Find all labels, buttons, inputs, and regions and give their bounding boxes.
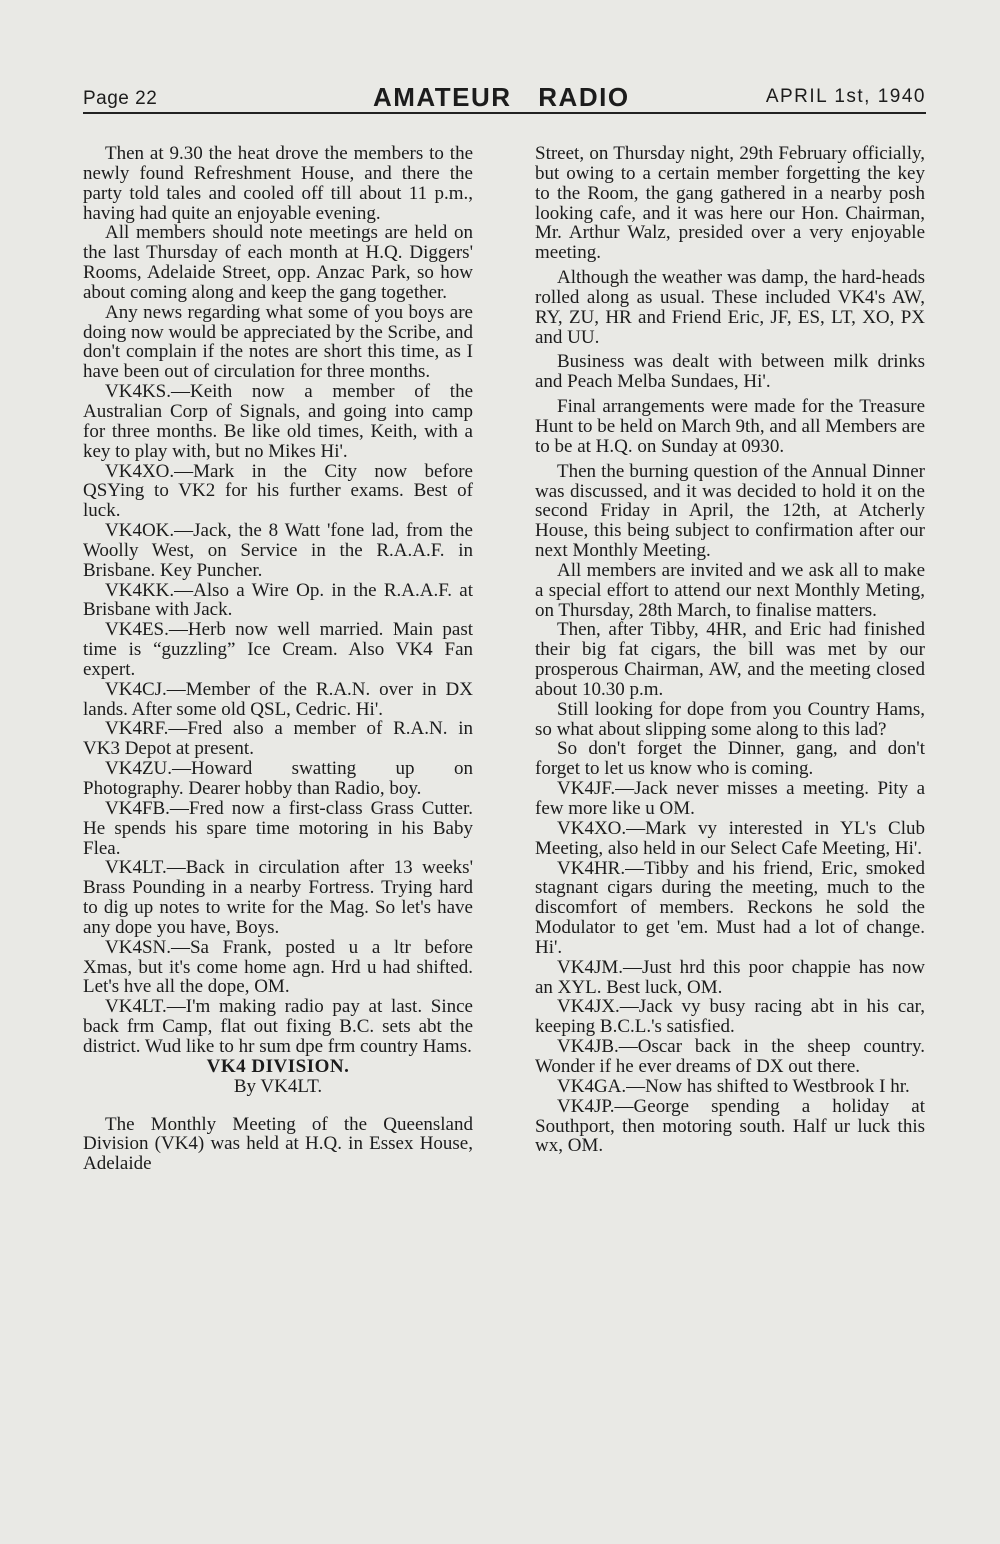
paragraph: Although the weather was damp, the hard-heads rolled along as usual. These included VK4's AW, RY, ZU, HR and Friend Eric, JF, ES, LT, XO, PX and UU. bbox=[535, 267, 925, 348]
paragraph: VK4LT.—Back in circulation after 13 weeks' Brass Pounding in a nearby Fortress. Trying hard to dig up notes to write for the Mag. So let's have any dope you have, Boys. bbox=[83, 857, 473, 938]
paragraph: Final arrangements were made for the Treasure Hunt to be held on March 9th, and all Members are to be at H.Q. on Sunday at 0930. bbox=[535, 396, 925, 457]
paragraph: VK4SN.—Sa Frank, posted u a ltr before Xmas, but it's come home agn. Hrd u had shifted. Let's hve all the dope, OM. bbox=[83, 936, 473, 998]
section-heading: VK4 DIVISION. bbox=[206, 1055, 350, 1077]
magazine-title: AMATEUR RADIO bbox=[373, 82, 630, 112]
paragraph: Then the burning question of the Annual Dinner was discussed, and it was decided to hold it on the second Friday in April, the 12th, at Atcherly House, this being subject to confirmation after our next Monthly Meeting. bbox=[535, 460, 925, 562]
paragraph: VK4JM.—Just hrd this poor chappie has now an XYL. Best luck, OM. bbox=[535, 956, 925, 998]
issue-date: APRIL 1st, 1940 bbox=[765, 86, 926, 107]
paragraph: VK4LT.—I'm making radio pay at last. Since back frm Camp, flat out fixing B.C. sets abt the district. Wud like to hr sum dpe frm country Hams. bbox=[83, 996, 473, 1057]
paragraph: The Monthly Meeting of the Queensland Division (VK4) was held at H.Q. in Essex House, Adelaide bbox=[83, 1113, 473, 1175]
paragraph: VK4KK.—Also a Wire Op. in the R.A.A.F. at Brisbane with Jack. bbox=[83, 579, 473, 621]
header-rule bbox=[83, 112, 926, 114]
paragraph: All members are invited and we ask all to make a special effort to attend our next Monthly Meting, on Thursday, 28th March, to finalise matters. bbox=[535, 559, 925, 621]
paragraph: VK4XO.—Mark in the City now before QSYing to VK2 for his further exams. Best of luck. bbox=[83, 460, 473, 522]
paragraph: Then at 9.30 the heat drove the members to the newly found Refreshment House, and there the party told tales and cooled off till about 11 p.m., having had quite an enjoyable evening. bbox=[83, 143, 473, 224]
paragraph: So don't forget the Dinner, gang, and don't forget to let us know who is coming. bbox=[535, 738, 925, 780]
paragraph: VK4OK.—Jack, the 8 Watt 'fone lad, from the Woolly West, on Service in the R.A.A.F. in Brisbane. Key Puncher. bbox=[83, 520, 473, 581]
page-header bbox=[83, 82, 926, 114]
paragraph: Then, after Tibby, 4HR, and Eric had finished their big fat cigars, the bill was met by our prosperous Chairman, AW, and the meeting closed about 10.30 p.m. bbox=[535, 619, 925, 700]
paragraph: VK4KS.—Keith now a member of the Australian Corp of Signals, and going into camp for three months. Be like old times, Keith, with a key to play with, but no Mikes Hi'. bbox=[83, 381, 473, 462]
paragraph: Street, on Thursday night, 29th February officially, but owing to a certain member forgetting the key to the Room, the gang gathered in a nearby posh looking cafe, and it was here our Hon. Chairman, Mr. Arthur Walz, presided over a very enjoyable meeting. bbox=[535, 143, 925, 264]
right-column bbox=[535, 144, 925, 1156]
paragraph: VK4JB.—Oscar back in the sheep country. Wonder if he ever dreams of DX out there. bbox=[535, 1036, 925, 1077]
paragraph: VK4FB.—Fred now a first-class Grass Cutter. He spends his spare time motoring in his Baby Flea. bbox=[83, 797, 473, 859]
paragraph: VK4JP.—George spending a holiday at Southport, then motoring south. Half ur luck this wx, OM. bbox=[535, 1095, 925, 1157]
paragraph: VK4ES.—Herb now well married. Main past time is “guzzling” Ice Cream. Also VK4 Fan expert. bbox=[83, 619, 473, 680]
paragraph: Still looking for dope from you Country Hams, so what about slipping some along to this lad? bbox=[535, 698, 925, 740]
paragraph: VK4ZU.—Howard swatting up on Photography. Dearer hobby than Radio, boy. bbox=[83, 758, 473, 799]
paragraph: Any news regarding what some of you boys are doing now would be appreciated by the Scribe, and don't complain if the notes are short this time, as I have been out of circulation for three months. bbox=[83, 301, 473, 383]
page-number: Page 22 bbox=[83, 88, 158, 109]
paragraph: Business was dealt with between milk drinks and Peach Melba Sundaes, Hi'. bbox=[535, 351, 925, 393]
paragraph: All members should note meetings are held on the last Thursday of each month at H.Q. Diggers' Rooms, Adelaide Street, opp. Anzac Park, so how about coming along and keep the gang together. bbox=[83, 222, 473, 303]
section-byline: By VK4LT. bbox=[233, 1075, 323, 1097]
paragraph: VK4HR.—Tibby and his friend, Eric, smoked stagnant cigars during the meeting, much to the discomfort of members. Reckons he sold the Modulator to get 'em. Must had a lot of change. Hi'. bbox=[535, 857, 925, 958]
paragraph: VK4XO.—Mark vy interested in YL's Club Meeting, also held in our Select Cafe Meeting, Hi'. bbox=[535, 817, 925, 859]
paragraph: VK4JX.—Jack vy busy racing abt in his car, keeping B.C.L.'s satisfied. bbox=[535, 996, 925, 1038]
paragraph: VK4GA.—Now has shifted to Westbrook I hr. bbox=[557, 1075, 910, 1097]
paragraph: VK4JF.—Jack never misses a meeting. Pity a few more like u OM. bbox=[535, 778, 925, 819]
left-column bbox=[83, 144, 473, 1174]
paragraph: VK4CJ.—Member of the R.A.N. over in DX lands. After some old QSL, Cedric. Hi'. bbox=[83, 678, 473, 720]
paragraph: VK4RF.—Fred also a member of R.A.N. in VK3 Depot at present. bbox=[83, 718, 473, 760]
